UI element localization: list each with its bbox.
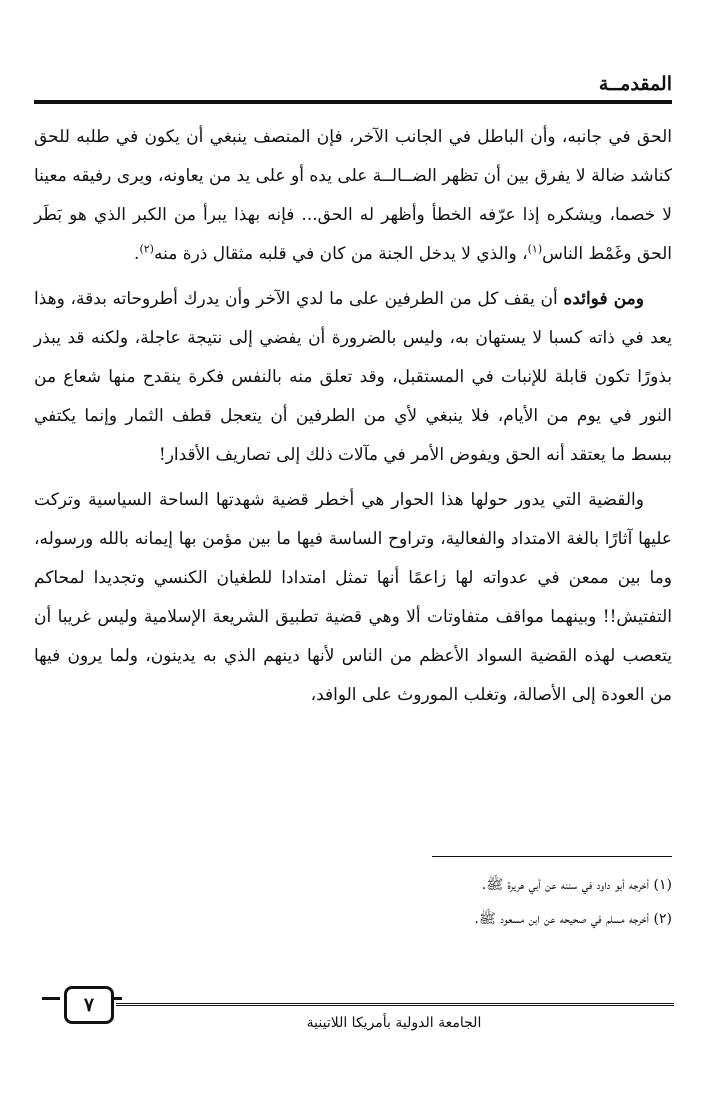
footnote-2-number: (٢) <box>653 911 672 927</box>
publisher-name: الجامعة الدولية بأمريكا اللاتينية <box>236 1012 552 1034</box>
page-footer <box>36 982 674 1031</box>
footnote-ref-2: (٢) <box>139 242 154 256</box>
page-title: المقدمــة <box>598 73 672 95</box>
frame-ornament-right <box>114 997 122 1000</box>
paragraph-1-text-c: . <box>134 244 140 264</box>
main-text <box>34 118 672 721</box>
footnote-ref-1: (١) <box>527 242 543 256</box>
paragraph-3-text: والقضية التي يدور حولها هذا الحوار هي أخطر قضية شهدتها الساحة السياسية وتركت عليها آثارًا بالغة الامتداد والفعالية، وتراوح الساسة فيها ما بين مؤمن بها إيمانه بالله ورسوله، وما بين ممعن في عدواته لها زاعمًا أنها تمثل امتدادا للطغيان الكنسي وتجديدا لمحاكم التفتيش!! وبينهما مواقف متفاوتات ألا وهي قضية تطبيق الشريعة الإسلامية وليس غريبا أن يتعصب لهذه القضية السواد الأعظم من الناس لأنها دينهم الذي به يدينون، ولما يرون فيها من العودة إلى الأصالة، وتغلب الموروث على الوافد، <box>34 490 672 705</box>
paragraph-2-text: أن يقف كل من الطرفين على ما لدي الآخر وأن يدرك أطروحاته بدقة، وهذا يعد في ذاته كسبا لا يستهان به، وليس بالضرورة أن يفضي إلى نتيجة عاجلة، ولكنه قد يبذر بذورًا تكون قابلة للإنبات في المستقبل، وقد تعلق منه بالنفس فكرة ينقدح منها شعاع من النور في يوم من الأيام، فلا ينبغي لأي من الطرفين أن يتعجل قطف الثمار وإنما يكتفي ببسط ما يعتقد أنه الحق ويفوض الأمر في مآلات ذلك إلى تصاريف الأقدار! <box>34 289 672 465</box>
paragraph-1 <box>34 118 672 274</box>
footnote-1 <box>34 868 672 902</box>
paragraph-2 <box>34 280 672 475</box>
footnote-divider <box>432 856 672 857</box>
footnote-2 <box>34 902 672 936</box>
page-number: ٧ <box>83 994 95 1016</box>
footer-rule <box>116 1003 674 1006</box>
paragraph-1-text-b: ، والذي لا يدخل الجنة من كان في قلبه مثقال ذرة منه <box>153 244 528 264</box>
paragraph-2-lead: ومن فوائده <box>563 289 644 309</box>
footnotes <box>34 868 672 936</box>
frame-ornament-left <box>42 997 60 1000</box>
paragraph-3 <box>34 481 672 715</box>
page-number-frame <box>64 986 114 1024</box>
footnote-1-number: (١) <box>653 877 672 893</box>
footnote-2-text: أخرجه مسلم في صحيحه عن ابن مسعود ﷺ. <box>474 911 650 927</box>
paragraph-1-text-a: الحق في جانبه، وأن الباطل في الجانب الآخر، فإن المنصف ينبغي أن يكون في طلبه للحق كناشد ضالة لا يفرق بين أن تظهر الضــالــة على يده أو على يد من يعاونه، ويرى رفيقه معينا لا خصما، ويشكره إذا عرّفه الخطأ وأظهر له الحق... فإنه بهذا يبرأ من الكبر الذي هو بَطَر الحق وغَمْط الناس <box>34 127 672 264</box>
header-divider <box>34 100 672 104</box>
footnote-1-text: أخرجه أبو داود في سننه عن أبي هريرة ﷺ. <box>481 877 650 893</box>
